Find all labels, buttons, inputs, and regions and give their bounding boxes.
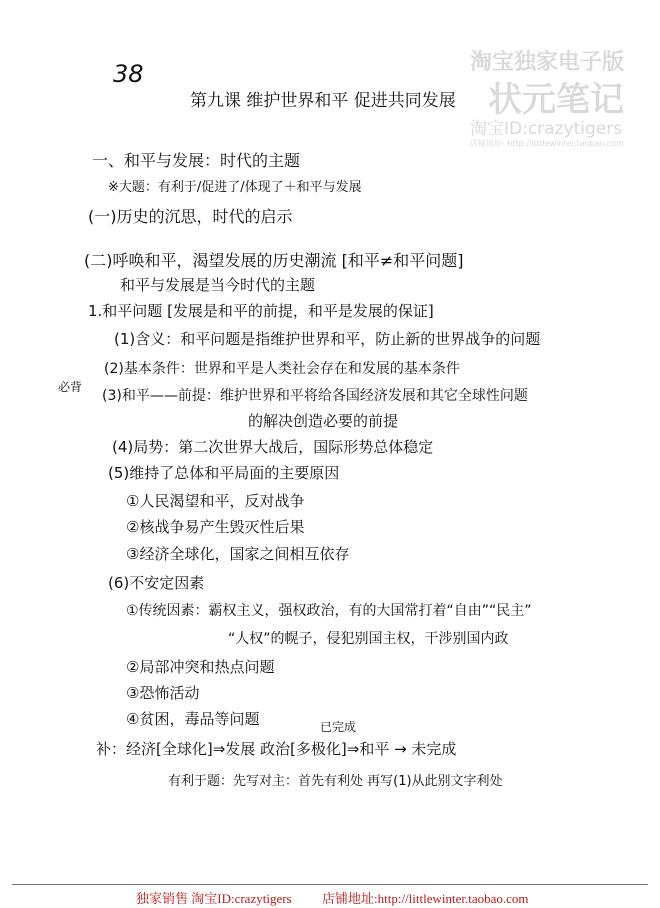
note-line-13: ①人民渴望和平，反对战争 [126,492,305,510]
note-line-20: ③恐怖活动 [126,684,200,702]
note-line-3: (一)历史的沉思，时代的启示 [88,207,293,226]
note-line-7: (1)含义：和平问题是指维护世界和平，防止新的世界战争的问题 [114,330,541,348]
note-line-5: 和平与发展是当今时代的主题 [120,276,316,294]
note-line-4: (二)呼唤和平，渴望发展的历史潮流 [和平≠和平问题] [84,251,464,270]
note-line-22: 补：经济[全球化]⇒发展 政治[多极化]⇒和平 → 未完成 [96,740,457,758]
note-line-10: 的解决创造必要的前提 [248,412,399,430]
note-line-12: (5)维持了总体和平局面的主要原因 [108,464,340,482]
note-line-1: 一、和平与发展：时代的主题 [92,151,301,170]
margin-note: 必背 [58,380,83,394]
note-line-22-annotation: 已完成 [320,720,357,734]
page-number: 38 [113,60,144,88]
note-line-18: “人权”的幌子，侵犯别国主权，干涉别国内政 [228,631,509,647]
note-line-14: ②核战争易产生毁灭性后果 [126,518,305,536]
note-line-19: ②局部冲突和热点问题 [126,658,275,676]
lesson-title: 第九课 维护世界和平 促进共同发展 [190,91,456,111]
watermark-shop-url: 店铺地址: http://littlewinter.taobao.com [470,139,624,148]
footer-shop-url: 店铺地址:http://littlewinter.taobao.com [322,891,529,906]
note-line-15: ③经济全球化，国家之间相互依存 [126,545,350,563]
watermark-taobao-id: 淘宝ID:crazytigers [470,119,623,139]
note-line-8: (2)基本条件：世界和平是人类社会存在和发展的基本条件 [104,361,460,377]
footer-seller: 独家销售 淘宝ID:crazytigers [136,891,292,906]
note-line-17: ①传统因素：霸权主义，强权政治，有的大国常打着“自由”“民主” [126,603,532,619]
footer-divider [12,884,648,885]
watermark-shop-name: 淘宝独家电子版 [470,50,625,75]
note-line-16: (6)不安定因素 [108,574,205,592]
note-line-21: ④贫困，毒品等问题 [126,710,260,728]
note-line-11: (4)局势：第二次世界大战后，国际形势总体稳定 [112,438,434,456]
note-line-9: (3)和平——前提：维护世界和平将给各国经济发展和其它全球性问题 [102,388,528,404]
note-line-6: 1.和平问题 [发展是和平的前提，和平是发展的保证] [88,302,434,320]
note-line-23: 有利于题：先写对主：首先有利处 再写(1)从此别文字利处 [168,774,503,789]
note-line-2: ※大题：有利于/促进了/体现了＋和平与发展 [108,180,362,195]
watermark-brand: 状元笔记 [488,80,624,120]
